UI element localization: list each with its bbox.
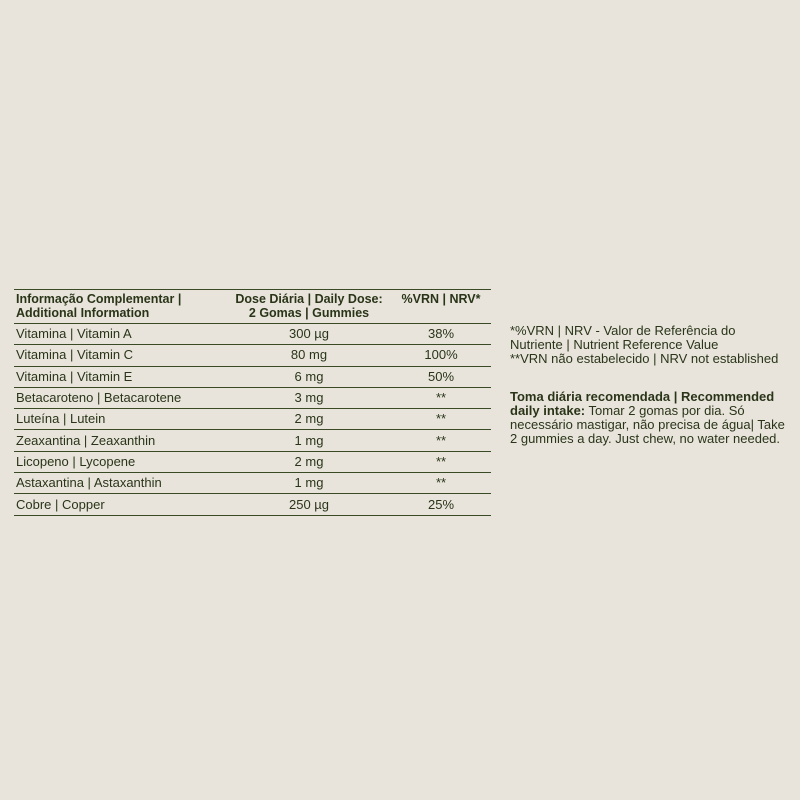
header-additional-information [14,290,227,324]
nutrition-table [14,289,491,516]
header-name-line2: Additional Information [16,306,150,320]
intake-text: Tomar 2 gomas por dia. Só necessário mastigar, não precisa de água| Take 2 gummies a day. Just chew, no water needed. [510,403,785,446]
nutrient-dose: 80 mg [227,345,391,366]
header-nrv: %VRN | NRV* [391,290,491,324]
table-row [14,451,491,472]
nutrient-nrv: ** [391,451,491,472]
nutrient-dose: 300 µg [227,324,391,345]
table-row [14,366,491,387]
intake-title: Toma diária recomendada | Recommended daily intake: [510,389,775,418]
header-name-line1: Informação Complementar | [16,292,182,306]
table-row [14,387,491,408]
nutrient-name: Betacaroteno | Betacarotene [14,387,227,408]
table-row [14,324,491,345]
nutrient-dose: 1 mg [227,473,391,494]
nutrient-name: Vitamina | Vitamin E [14,366,227,387]
nutrient-nrv: 100% [391,345,491,366]
nutrient-nrv: 38% [391,324,491,345]
nutrient-dose: 6 mg [227,366,391,387]
header-daily-dose [227,290,391,324]
table-row [14,494,491,515]
nutrient-name: Astaxantina | Astaxanthin [14,473,227,494]
nrv-footnote [510,324,790,366]
table-header-row [14,290,491,324]
nutrient-nrv: 25% [391,494,491,515]
nutrient-name: Cobre | Copper [14,494,227,515]
nutrient-dose: 2 mg [227,451,391,472]
nrv-definition-note: *%VRN | NRV - Valor de Referência do Nutriente | Nutrient Reference Value [510,323,736,352]
header-dose-line2: 2 Gomas | Gummies [248,306,370,320]
nutrient-name: Licopeno | Lycopene [14,451,227,472]
nutrient-name: Luteína | Lutein [14,409,227,430]
nrv-not-established-note: **VRN não estabelecido | NRV not established [510,351,779,366]
nutrient-nrv: ** [391,387,491,408]
table-row [14,473,491,494]
nutrient-name: Vitamina | Vitamin C [14,345,227,366]
nutrient-dose: 2 mg [227,409,391,430]
table-row [14,345,491,366]
nutrient-name: Zeaxantina | Zeaxanthin [14,430,227,451]
nutrient-nrv: ** [391,430,491,451]
nutrient-nrv: ** [391,473,491,494]
nutrient-dose: 1 mg [227,430,391,451]
nutrient-nrv: 50% [391,366,491,387]
nutrient-nrv: ** [391,409,491,430]
nutrient-name: Vitamina | Vitamin A [14,324,227,345]
table-row [14,409,491,430]
table-row [14,430,491,451]
notes-panel [510,324,790,446]
header-dose-line1: Dose Diária | Daily Dose: [235,292,383,306]
nutrient-dose: 3 mg [227,387,391,408]
nutrient-dose: 250 µg [227,494,391,515]
recommended-intake [510,390,790,446]
